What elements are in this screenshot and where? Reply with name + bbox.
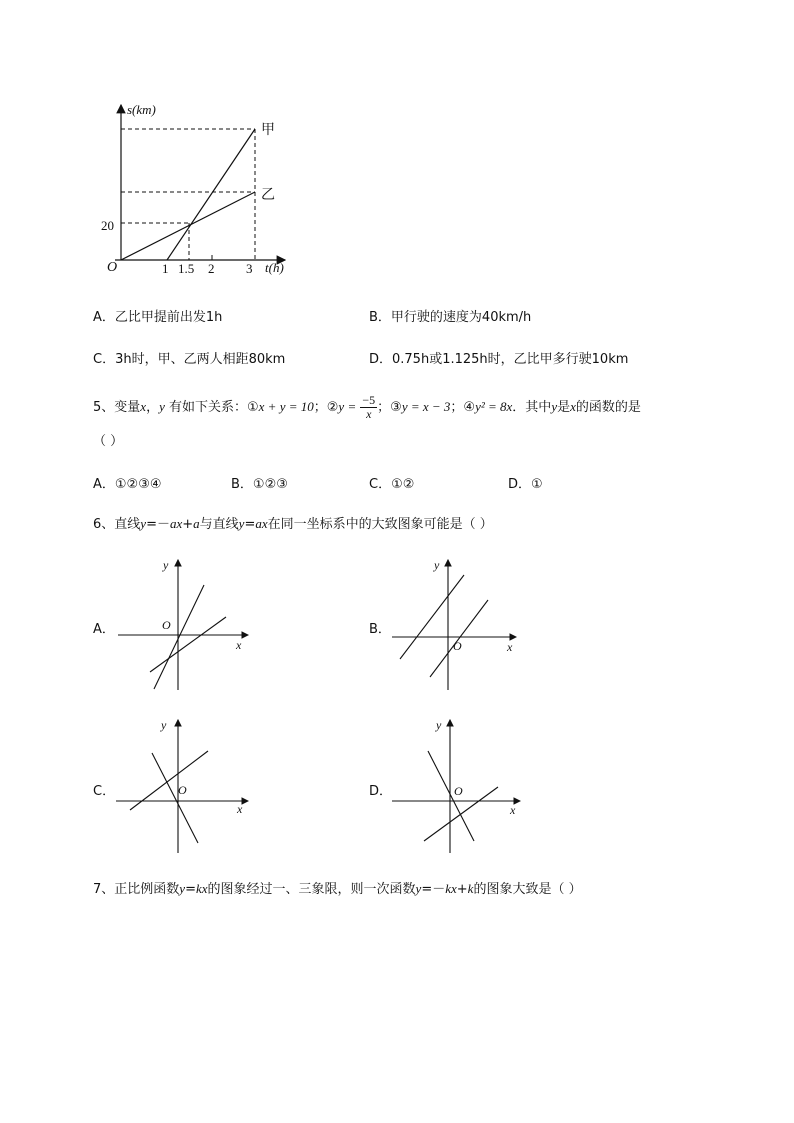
y-tick-20: 20 [101,218,114,233]
q4-option-a[interactable]: A．乙比甲提前出发1h [93,310,223,325]
svg-text:x: x [510,803,516,817]
q6-graph-c[interactable] [112,715,252,855]
relation-3: y = x − 3 [401,399,451,414]
origin-label: O [107,260,118,275]
line-jia-label: 甲 [261,122,275,138]
q5-option-c[interactable]: C．①② [369,477,415,492]
svg-text:y: y [163,558,169,572]
q6-graph-b[interactable] [388,555,528,695]
q4-option-d[interactable]: D．0.75h或1.125h时，乙比甲多行驶10km [369,352,629,367]
svg-text:O: O [178,783,187,797]
q5-option-a[interactable]: A．①②③④ [93,477,162,492]
line-yi [121,192,255,260]
q7-stem: 7、正比例函数y=kx的图象经过一、三象限，则一次函数y=－kx+k的图象大致是（ ） [93,881,582,897]
relation-4: y² = 8x [475,399,513,414]
relation-2-fraction: $\frac{-5}{x}$ [362,393,376,421]
svg-text:x: x [237,802,243,816]
relation-1: x + y = 10 [258,399,314,414]
q6-stem: 6、直线y=－ax+a与直线y=ax在同一坐标系中的大致图象可能是（ ） [93,516,493,532]
q6-graph-d[interactable] [388,715,528,855]
q4-option-b[interactable]: B．甲行驶的速度为40km/h [369,310,532,325]
x-tick-1-5: 1.5 [178,261,195,276]
q5-answer-paren: （ ） [93,434,124,449]
q5-option-b[interactable]: B．①②③ [231,477,288,492]
q6-graph-a[interactable] [112,555,252,695]
x-axis-label: t(h) [265,260,284,275]
svg-text:y: y [434,558,440,572]
svg-text:O: O [454,784,463,798]
x-tick-2: 2 [208,261,215,276]
y-axis-label: s(km) [127,102,156,117]
svg-text:y: y [161,718,167,732]
svg-text:y: y [436,718,442,732]
q5-stem: 5、变量x，y 有如下关系：①x + y = 10；②y = $\frac{-5}{x}$ ；③y = x − 3；④y² = 8x．其中y是x的函数的是 [93,393,641,421]
svg-text:O: O [453,639,462,653]
q6-option-a-label[interactable]: A． [93,622,115,637]
x-tick-1: 1 [162,261,169,276]
line-jia [167,129,255,260]
svg-text:x: x [507,640,513,654]
x-tick-3: 3 [246,261,253,276]
q6-option-d-label[interactable]: D． [369,784,393,799]
line-yi-label: 乙 [261,187,275,203]
distance-time-graph [95,95,305,285]
svg-text:x: x [236,638,242,652]
q5-option-d[interactable]: D．① [508,477,543,492]
q6-option-c-label[interactable]: C． [93,784,116,799]
q6-option-b-label[interactable]: B． [369,622,391,637]
svg-text:O: O [162,618,171,632]
q4-option-c[interactable]: C．3h时，甲、乙两人相距80km [93,352,286,367]
